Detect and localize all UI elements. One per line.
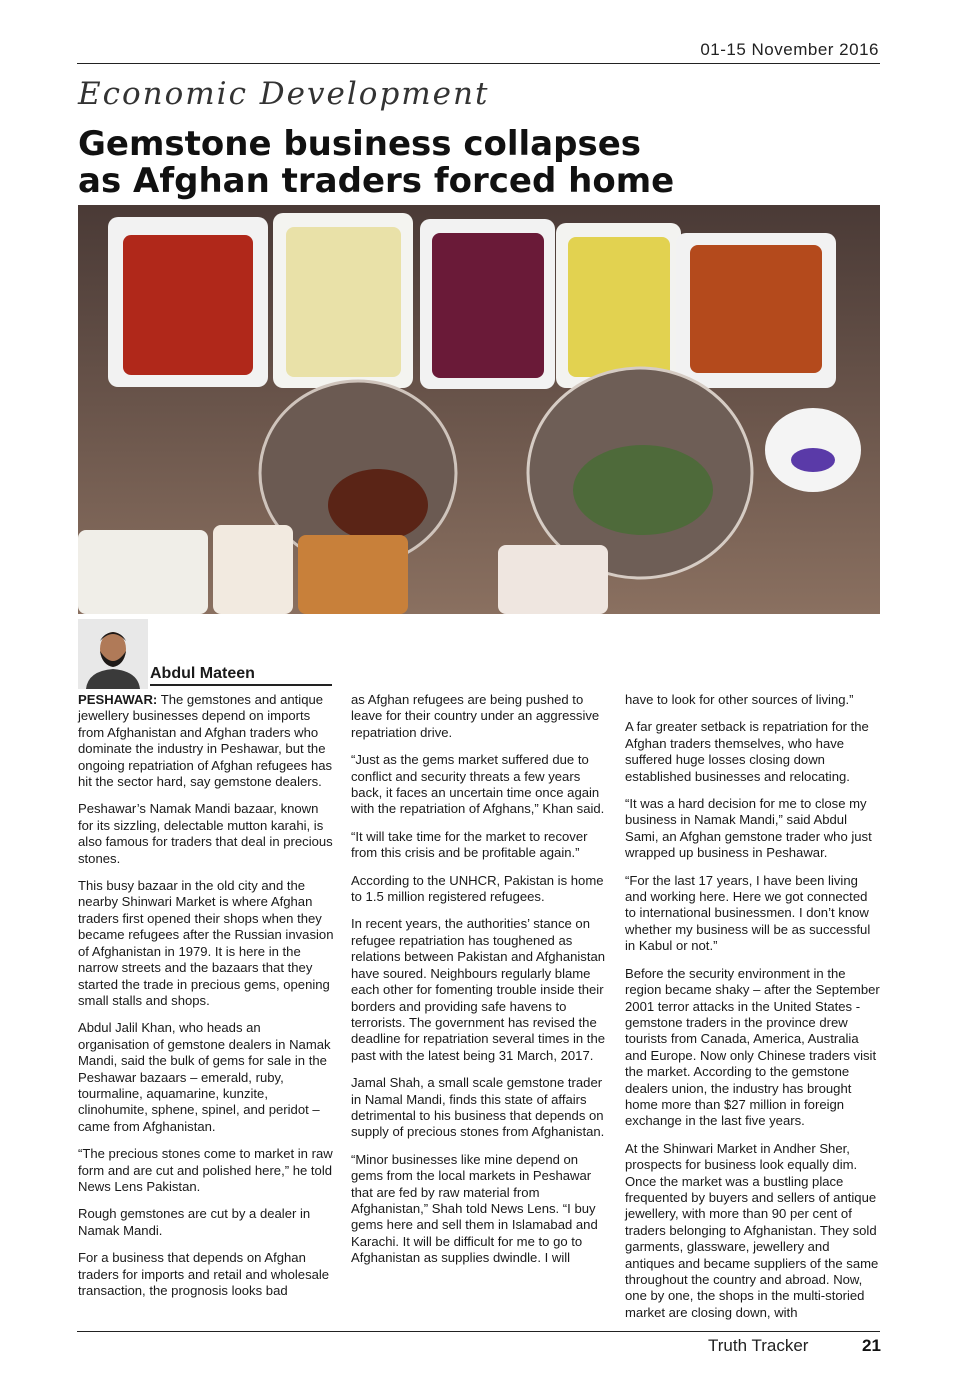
article-column-1 [78, 692, 334, 1310]
paragraph: This busy bazaar in the old city and the nearby Shinwari Market is where Afghan traders first opened their shops when they became refugees after the Russian invasion of Afghanistan in 1979. It is here in the narrow streets and the bazaars that they started the trade in precious gems, opening small stalls and shops. [78, 878, 334, 1008]
paragraph: “The precious stones come to market in raw form and are cut and polished here,” he told News Lens Pakistan. [78, 1146, 333, 1194]
paragraph: In recent years, the authorities’ stance on refugee repatriation has toughened as relations between Pakistan and Afghanistan have soured. Neighbours regularly blame each other for fomenting trouble inside their borders and providing safe havens to terrorists. The government has revised the deadline for repatriation several times in the past with the latest being 31 March, 2017. [351, 916, 606, 1063]
author-name: Abdul Mateen [150, 665, 332, 686]
author-photo [78, 619, 148, 689]
paragraph: Rough gemstones are cut by a dealer in Namak Mandi. [78, 1206, 311, 1238]
paragraph: “Minor businesses like mine depend on gems from the local markets in Peshawar that are fed by raw material from Afghanistan,” Shah told News Lens. “I buy gems here and sell them in Islamabad and Karachi. It will be difficult for me to go to Afghanistan as supplies dwindle. I will [351, 1151, 598, 1266]
paragraph [78, 692, 334, 790]
dateline: PESHAWAR: [78, 692, 158, 707]
paragraph-text: The gemstones and antique jewellery businesses depend on imports from Afghanistan and Afghan traders who dominate the industry in Peshawar, but the ongoing repatriation of Afghan refugees has hit the sector hard, say gemstone dealers. [78, 692, 333, 790]
paragraph: For a business that depends on Afghan traders for imports and retail and wholesale transaction, the prognosis looks bad [78, 1250, 330, 1298]
headline-line-2: as Afghan traders forced home [78, 161, 675, 201]
paragraph: have to look for other sources of living.” [625, 692, 854, 707]
paragraph: A far greater setback is repatriation for the Afghan traders themselves, who have suffered huge losses closing down established businesses and relocating. [625, 719, 869, 784]
footer-rule [77, 1331, 880, 1332]
article-column-2 [351, 692, 607, 1278]
gemstones-photo [78, 205, 880, 614]
paragraph: Jamal Shah, a small scale gemstone trader in Namal Mandi, finds this state of affairs detrimental to his business that depends on supply of precious stones from Afghanistan. [351, 1075, 605, 1140]
issue-date: 01-15 November 2016 [700, 40, 879, 59]
header-rule [77, 63, 880, 64]
publication-name: Truth Tracker [708, 1336, 809, 1355]
paragraph: According to the UNHCR, Pakistan is home to 1.5 million registered refugees. [351, 872, 604, 905]
paragraph: “Just as the gems market suffered due to conflict and security threats a few years back, it faces an uncertain time once again with the repatriation of Afghans,” Khan said. [351, 752, 605, 817]
paragraph: “It was a hard decision for me to close my business in Namak Mandi,” said Abdul Sami, an Afghan gemstone trader who just wrapped up business in Peshawar. [625, 796, 872, 861]
paragraph: Peshawar’s Namak Mandi bazaar, known for its sizzling, delectable mutton karahi, is also famous for traders that deal in precious stones. [78, 801, 333, 866]
paragraph: “For the last 17 years, I have been living and working here. Here we got connected to international businessmen. I don’t know whether my business will be as successful in Kabul or not.” [625, 872, 871, 954]
paragraph: At the Shinwari Market in Andher Sher, prospects for business look equally dim. Once the market was a bustling place frequented by buyers and sellers of antique jewellery, with more than 90 per cent of traders belonging to Afghanistan. They sold garments, glassware, jewellery and antiques and became suppliers of the same throughout the country and abroad. Now, one by one, the shops in the multi-storied market are closing down, with [625, 1140, 879, 1320]
page-number: 21 [862, 1336, 881, 1355]
paragraph: as Afghan refugees are being pushed to leave for their country under an aggressive repatriation drive. [351, 692, 600, 740]
headline-line-1: Gemstone business collapses [78, 124, 641, 164]
section-title: Economic Development [78, 76, 490, 112]
paragraph: Abdul Jalil Khan, who heads an organisation of gemstone dealers in Namak Mandi, said the bulk of gems for sale in the Peshawar bazaars – emerald, ruby, tourmaline, aquamarine, kunzite, clinohumite, sphene, spinel, and peridot – came from Afghanistan. [78, 1020, 331, 1134]
article-column-3 [625, 692, 881, 1332]
headline [78, 126, 778, 200]
paragraph: “It will take time for the market to recover from this crisis and be profitable again.” [351, 828, 588, 861]
paragraph: Before the security environment in the region became shaky – after the September 2001 terror attacks in the United States - gemstone traders in the province drew tourists from Canada, America, Australia and Europe. Now only Chinese traders visit the market. According to the gemstone dealers union, the industry has brought home more than $27 million in foreign exchange in the last five years. [625, 965, 880, 1129]
